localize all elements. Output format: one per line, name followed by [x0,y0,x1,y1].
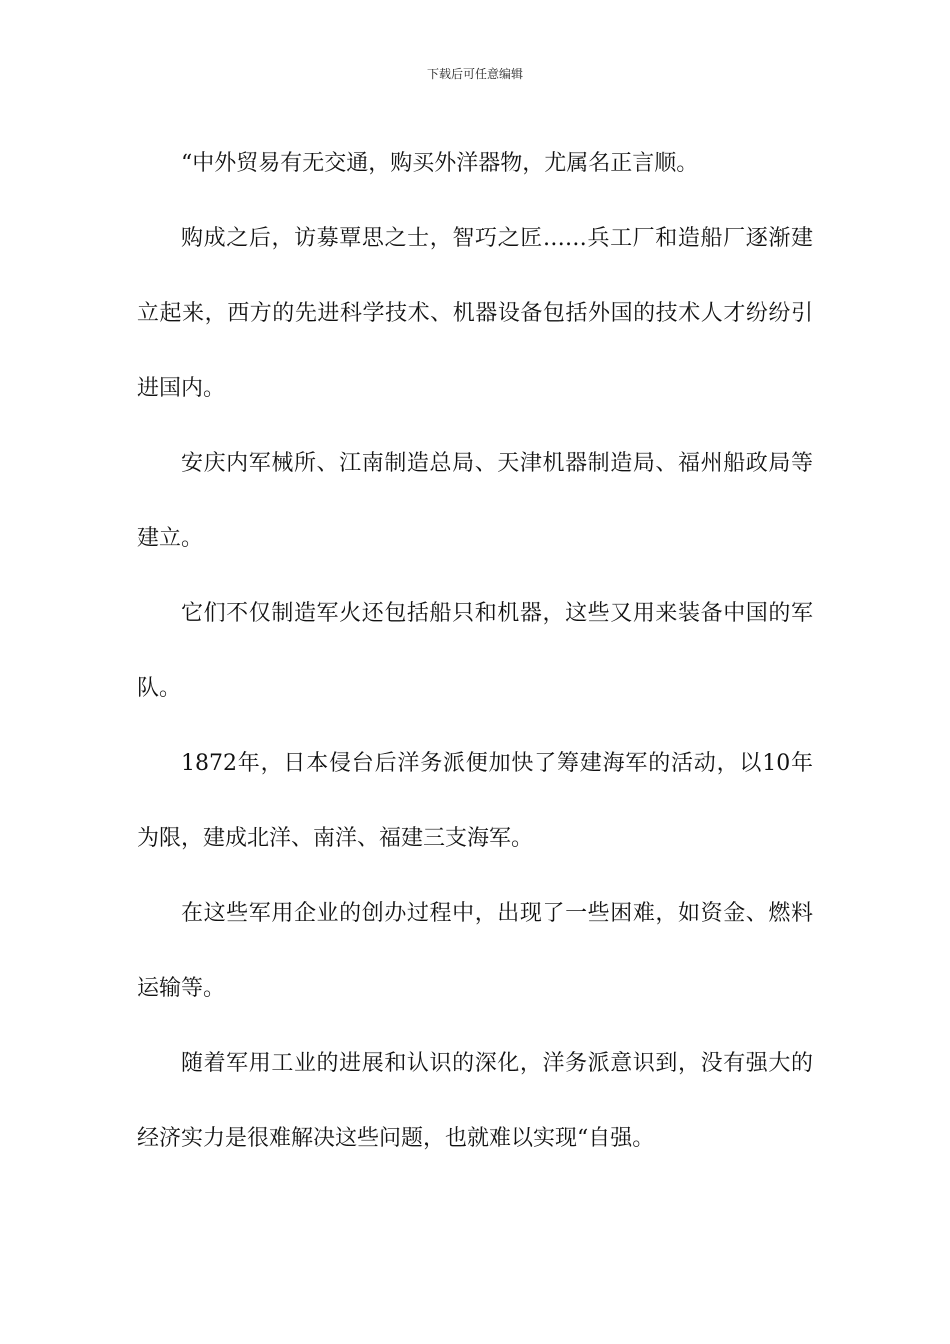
paragraph-7: 随着军用工业的进展和认识的深化，洋务派意识到，没有强大的经济实力是很难解决这些问题，也就难以实现“自强。 [137,1051,813,1151]
paragraph-6: 在这些军用企业的创办过程中，出现了一些困难，如资金、燃料运输等。 [137,901,813,1001]
paragraph-4: 它们不仅制造军火还包括船只和机器，这些又用来装备中国的军队。 [137,601,813,701]
paragraph-1: “中外贸易有无交通，购买外洋器物，尤属名正言顺。 [181,151,699,176]
page-header: 下载后可任意编辑 [426,67,523,81]
paragraph-3: 安庆内军械所、江南制造总局、天津机器制造局、福州船政局等建立。 [137,451,813,551]
paragraph-2: 购成之后，访募覃思之士，智巧之匠……兵工厂和造船厂逐渐建立起来，西方的先进科学技术、机器设备包括外国的技术人才纷纷引进国内。 [137,226,813,401]
paragraph-5: 1872年，日本侵台后洋务派便加快了筹建海军的活动，以10年为限，建成北洋、南洋、福建三支海军。 [137,751,813,851]
document-body [137,144,813,1176]
